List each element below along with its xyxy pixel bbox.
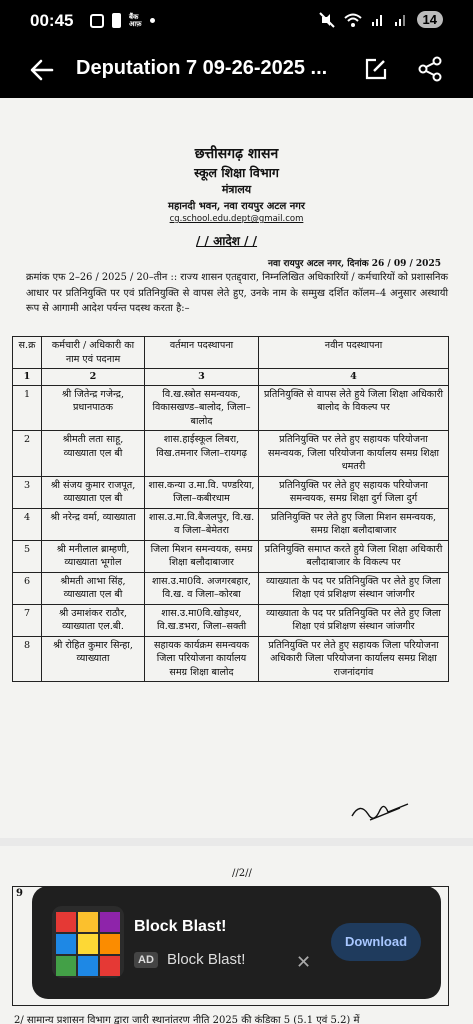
signal-icon [394,13,408,27]
table-cell: प्रतिनियुक्ति से वापस लेते हुये जिला शिक्षा अधिकारी बालोद के विकल्प पर [259,385,449,431]
table-cell: प्रतिनियुक्ति पर लेते हुए जिला मिशन समन्वयक, समग्र शिक्षा बलौदाबाजार [259,508,449,540]
battery-level: 14 [417,11,443,28]
table-cell: सहायक कार्यक्रम समन्वयक जिला परियोजना कार्यालय समग्र शिक्षा बालोद [145,636,259,682]
table-cell: प्रतिनियुक्ति पर लेते हुए सहायक परियोजना समन्वयक, जिला परियोजना कार्यालय समग्र शिक्षा धमतरी [259,431,449,477]
document-page-1 [0,98,473,838]
bank-app-icon: बैंक आफ़ [129,12,142,28]
address-line: महानदी भवन, नवा रायपुर अटल नगर [167,201,306,212]
table-row [13,572,449,604]
table-cell: शास.उ.मा.वि.बैजलपुर, वि.ख. व जिला–बेमेतरा [145,508,259,540]
table-cell: 5 [13,540,42,572]
table-cell: शास.उ.मा0वि. अजगरबहार, वि.ख. व जिला–कोरबा [145,572,259,604]
signature [350,798,410,826]
table-cell: श्री संजय कुमार राजपूत, व्याख्याता एल बी [42,476,145,508]
mute-icon [319,12,335,28]
block-blast-app-icon[interactable] [52,906,124,978]
table-cell: श्री उमाशंकर राठौर, व्याख्याता एल.बी. [42,604,145,636]
column-number-row [13,369,449,386]
table-cell: श्री मनीलाल ब्राम्हणी, व्याख्याता भूगोल [42,540,145,572]
header-cell: वर्तमान पदस्थापना [145,337,259,369]
place-date: नवा रायपुर अटल नगर, दिनांक 26 / 09 / 2025 [268,259,441,269]
page2-row-number: 9 [16,888,23,899]
table-cell: शास.उ.मा0वि.खोड़धर, वि.ख.डभरा, जिला–सक्ती [145,604,259,636]
column-number: 1 [13,369,42,386]
table-cell: श्रीमती लता साहू, व्याख्याता एल बी [42,431,145,477]
table-row [13,604,449,636]
table-row [13,636,449,682]
table-cell: 1 [13,385,42,431]
page2-bottom-line: 2/ सामान्य प्रशासन विभाग द्वारा जारी स्थानांतरण नीति 2025 की कंडिका 5 (5.1 एवं 5.2) में [14,1015,360,1024]
status-time: 00:45 [30,11,74,30]
wifi-icon [344,13,362,27]
back-arrow-icon[interactable] [26,54,58,86]
table-cell: प्रतिनियुक्ति पर लेते हुए सहायक परियोजना समन्वयक, समग्र शिक्षा दुर्ग जिला दुर्ग [259,476,449,508]
battery-saver-icon [112,13,121,28]
table-row [13,476,449,508]
close-icon[interactable]: ✕ [296,952,312,973]
table-header-row [13,337,449,369]
signal-icon [371,13,385,27]
ad-subtitle: Block Blast! [167,951,246,968]
dept-heading: स्कूल शिक्षा विभाग [194,165,279,180]
table-cell: श्री नरेन्द्र वर्मा, व्याख्याता [42,508,145,540]
notification-dot-icon [150,18,155,23]
document-title: Deputation 7 09-26-2025 ... [76,57,328,79]
gov-heading: छत्तीसगढ़ शासन [194,146,279,162]
table-cell: जिला मिशन समन्वयक, समग्र शिक्षा बलौदाबाजार [145,540,259,572]
column-number: 3 [145,369,259,386]
table-cell: वि.ख.स्त्रोत समन्वयक, विकासखण्ड–बालोद, जिला–बालोद [145,385,259,431]
table-cell: 6 [13,572,42,604]
header-cell: नवीन पदस्थापना [259,337,449,369]
deputation-table [12,336,449,682]
table-row [13,431,449,477]
table-cell: प्रतिनियुक्ति समाप्त करते हुये जिला शिक्षा अधिकारी बलौदाबाजार के विकल्प पर [259,540,449,572]
table-cell: व्याख्याता के पद पर प्रतिनियुक्ति पर लेते हुए जिला शिक्षा एवं प्रशिक्षण संस्थान जांजगीर [259,572,449,604]
table-cell: 8 [13,636,42,682]
header-cell: कर्मचारी / अधिकारी का नाम एवं पदनाम [42,337,145,369]
table-cell: शास.हाईस्कूल लिबरा, विख.तमनार जिला–रायगढ़ [145,431,259,477]
status-right-icons [319,11,443,28]
ad-badge: AD [134,952,158,968]
status-bar [0,0,473,42]
edit-icon[interactable] [362,55,390,83]
table-cell: व्याख्याता के पद पर प्रतिनियुक्ति पर लेते हुए जिला शिक्षा एवं प्रशिक्षण संस्थान जांजगीर [259,604,449,636]
table-cell: 2 [13,431,42,477]
table-cell: शास.कन्या उ.मा.वि. पण्डरिया, जिला–कबीरधाम [145,476,259,508]
app-bar [0,42,473,98]
table-cell: 3 [13,476,42,508]
header-cell: स.क्र [13,337,42,369]
share-icon[interactable] [416,55,444,83]
table-cell: श्री रोहित कुमार सिन्हा, व्याख्याता [42,636,145,682]
ad-banner[interactable] [32,886,441,999]
table-cell: श्रीमती आभा सिंह, व्याख्याता एल बी [42,572,145,604]
download-button[interactable]: Download [331,923,421,961]
table-row [13,508,449,540]
table-cell: श्री जितेन्द्र गजेन्द्र, प्रधानपाठक [42,385,145,431]
table-row [13,540,449,572]
table-row [13,385,449,431]
table-cell: 4 [13,508,42,540]
table-cell: प्रतिनियुक्ति पर लेते हुए सहायक जिला परियोजना अधिकारी जिला परियोजना कार्यालय समग्र शिक्षा राजनांदगांव [259,636,449,682]
ad-title[interactable]: Block Blast! [134,918,227,935]
email-line: cg.school.edu.dept@gmail.com [169,214,304,224]
column-number: 4 [259,369,449,386]
status-left-icons [90,13,155,28]
page-number: //2// [232,868,252,879]
order-paragraph: क्रमांक एफ 2–26 / 2025 / 20–तीन :: राज्य शासन एतद्द्वारा, निम्नलिखित अधिकारियों / कर्मचारियों को प्रशासनिक आधार पर प्रतिनियुक्ति पर एवं प्रतिनियुक्ति से वापस लेते हुए, उनके नाम के सम्मुख दर्शित कॉलम–4 अनुसार अस्थायी रूप से आगामी आदेश पर्यन्त पदस्थ करता है:– [26,272,448,314]
table-cell: 7 [13,604,42,636]
ministry-heading: मंत्रालय [221,183,252,196]
screen-record-icon [90,14,104,28]
column-number: 2 [42,369,145,386]
order-title: / / आदेश / / [196,234,258,248]
